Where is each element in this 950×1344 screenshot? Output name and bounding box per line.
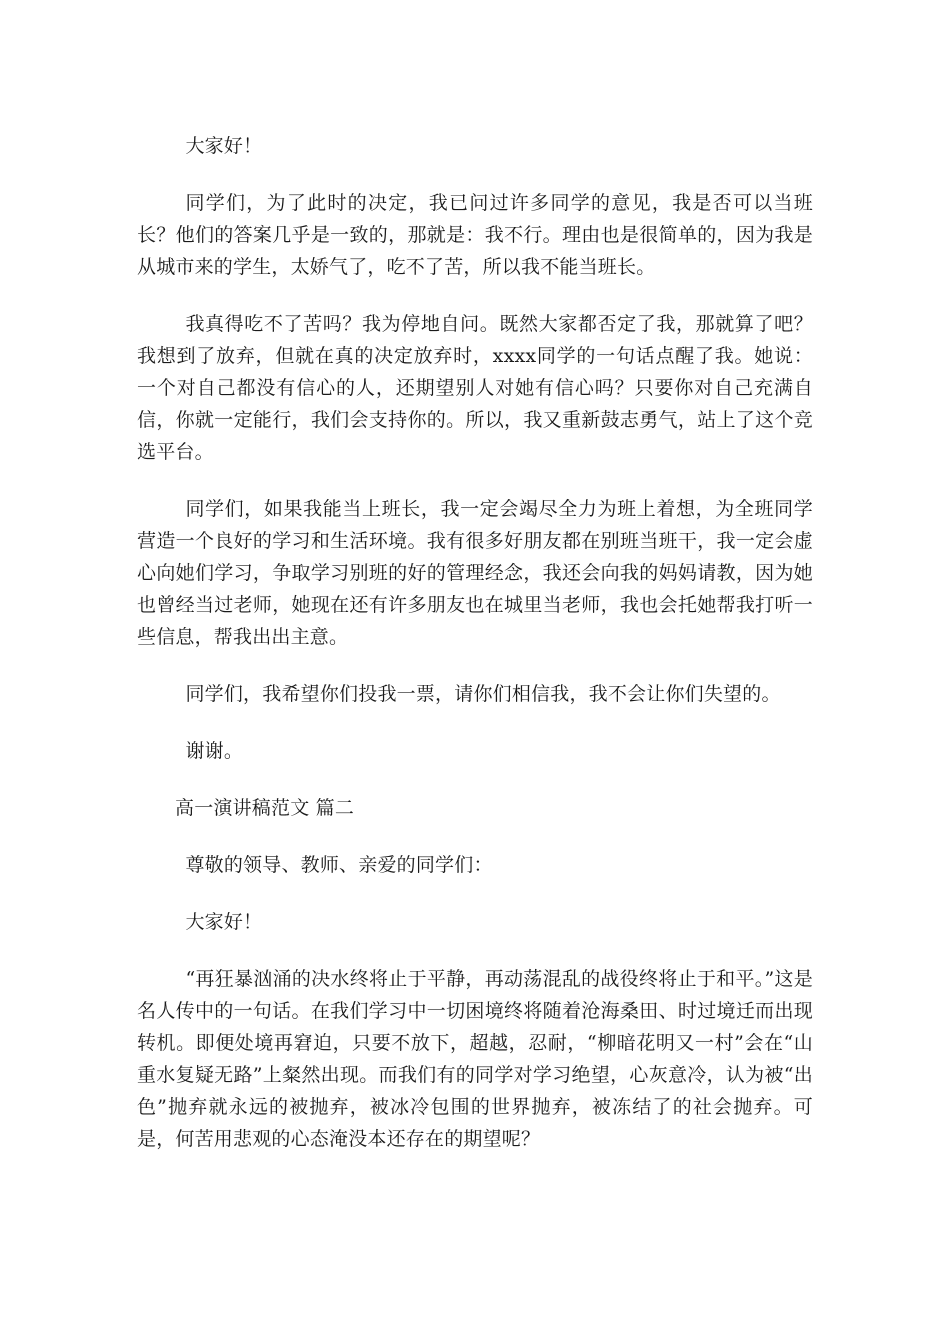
body-paragraph: “再狂暴汹涌的决水终将止于平静，再动荡混乱的战役终将止于和平。”这是名人传中的一句话。在我们学习中一切困境终将随着沧海桑田、时过境迁而出现转机。即便处境再窘迫，只要不放下，超越，忍耐，“柳暗花明又一村”会在“山重水复疑无路”上粲然出现。而我们有的同学对学习绝望，心灰意冷，认为被“出色”抛弃就永远的被抛弃，被冰冷包围的世界抛弃，被冻结了的社会抛弃。可是，何苦用悲观的心态淹没本还存在的期望呢？ xyxy=(137,968,813,1150)
section-heading: 高一演讲稿范文 篇二 xyxy=(175,797,355,819)
closing-paragraph: 谢谢。 xyxy=(185,740,244,762)
body-paragraph: 同学们，如果我能当上班长，我一定会竭尽全力为班上着想，为全班同学营造一个良好的学习和生活环境。我有很多好朋友都在别班当班干，我一定会虚心向她们学习，争取学习别班的好的管理经念，我还会向我的妈妈请教，因为她也曾经当过老师，她现在还有许多朋友也在城里当老师，我也会托她帮我打听一些信息，帮我出出主意。 xyxy=(137,498,813,648)
body-paragraph: 同学们，为了此时的决定，我已问过许多同学的意见，我是否可以当班长？他们的答案几乎是一致的，那就是：我不行。理由也是很简单的，因为我是从城市来的学生，太娇气了，吃不了苦，所以我不能当班长。 xyxy=(137,192,813,278)
greeting-paragraph: 大家好！ xyxy=(185,135,263,157)
body-paragraph: 我真得吃不了苦吗？我为停地自问。既然大家都否定了我，那就算了吧？我想到了放弃，但就在真的决定放弃时，xxxx同学的一句话点醒了我。她说：一个对自己都没有信心的人，还期望别人对她有信心吗？只要你对自己充满自信，你就一定能行，我们会支持你的。所以，我又重新鼓志勇气，站上了这个竞选平台。 xyxy=(137,313,813,463)
greeting-paragraph: 大家好！ xyxy=(185,911,263,933)
document-body xyxy=(137,130,813,1180)
salutation-paragraph: 尊敬的领导、教师、亲爱的同学们： xyxy=(185,854,493,876)
body-paragraph: 同学们，我希望你们投我一票，请你们相信我，我不会让你们失望的。 xyxy=(185,683,781,705)
